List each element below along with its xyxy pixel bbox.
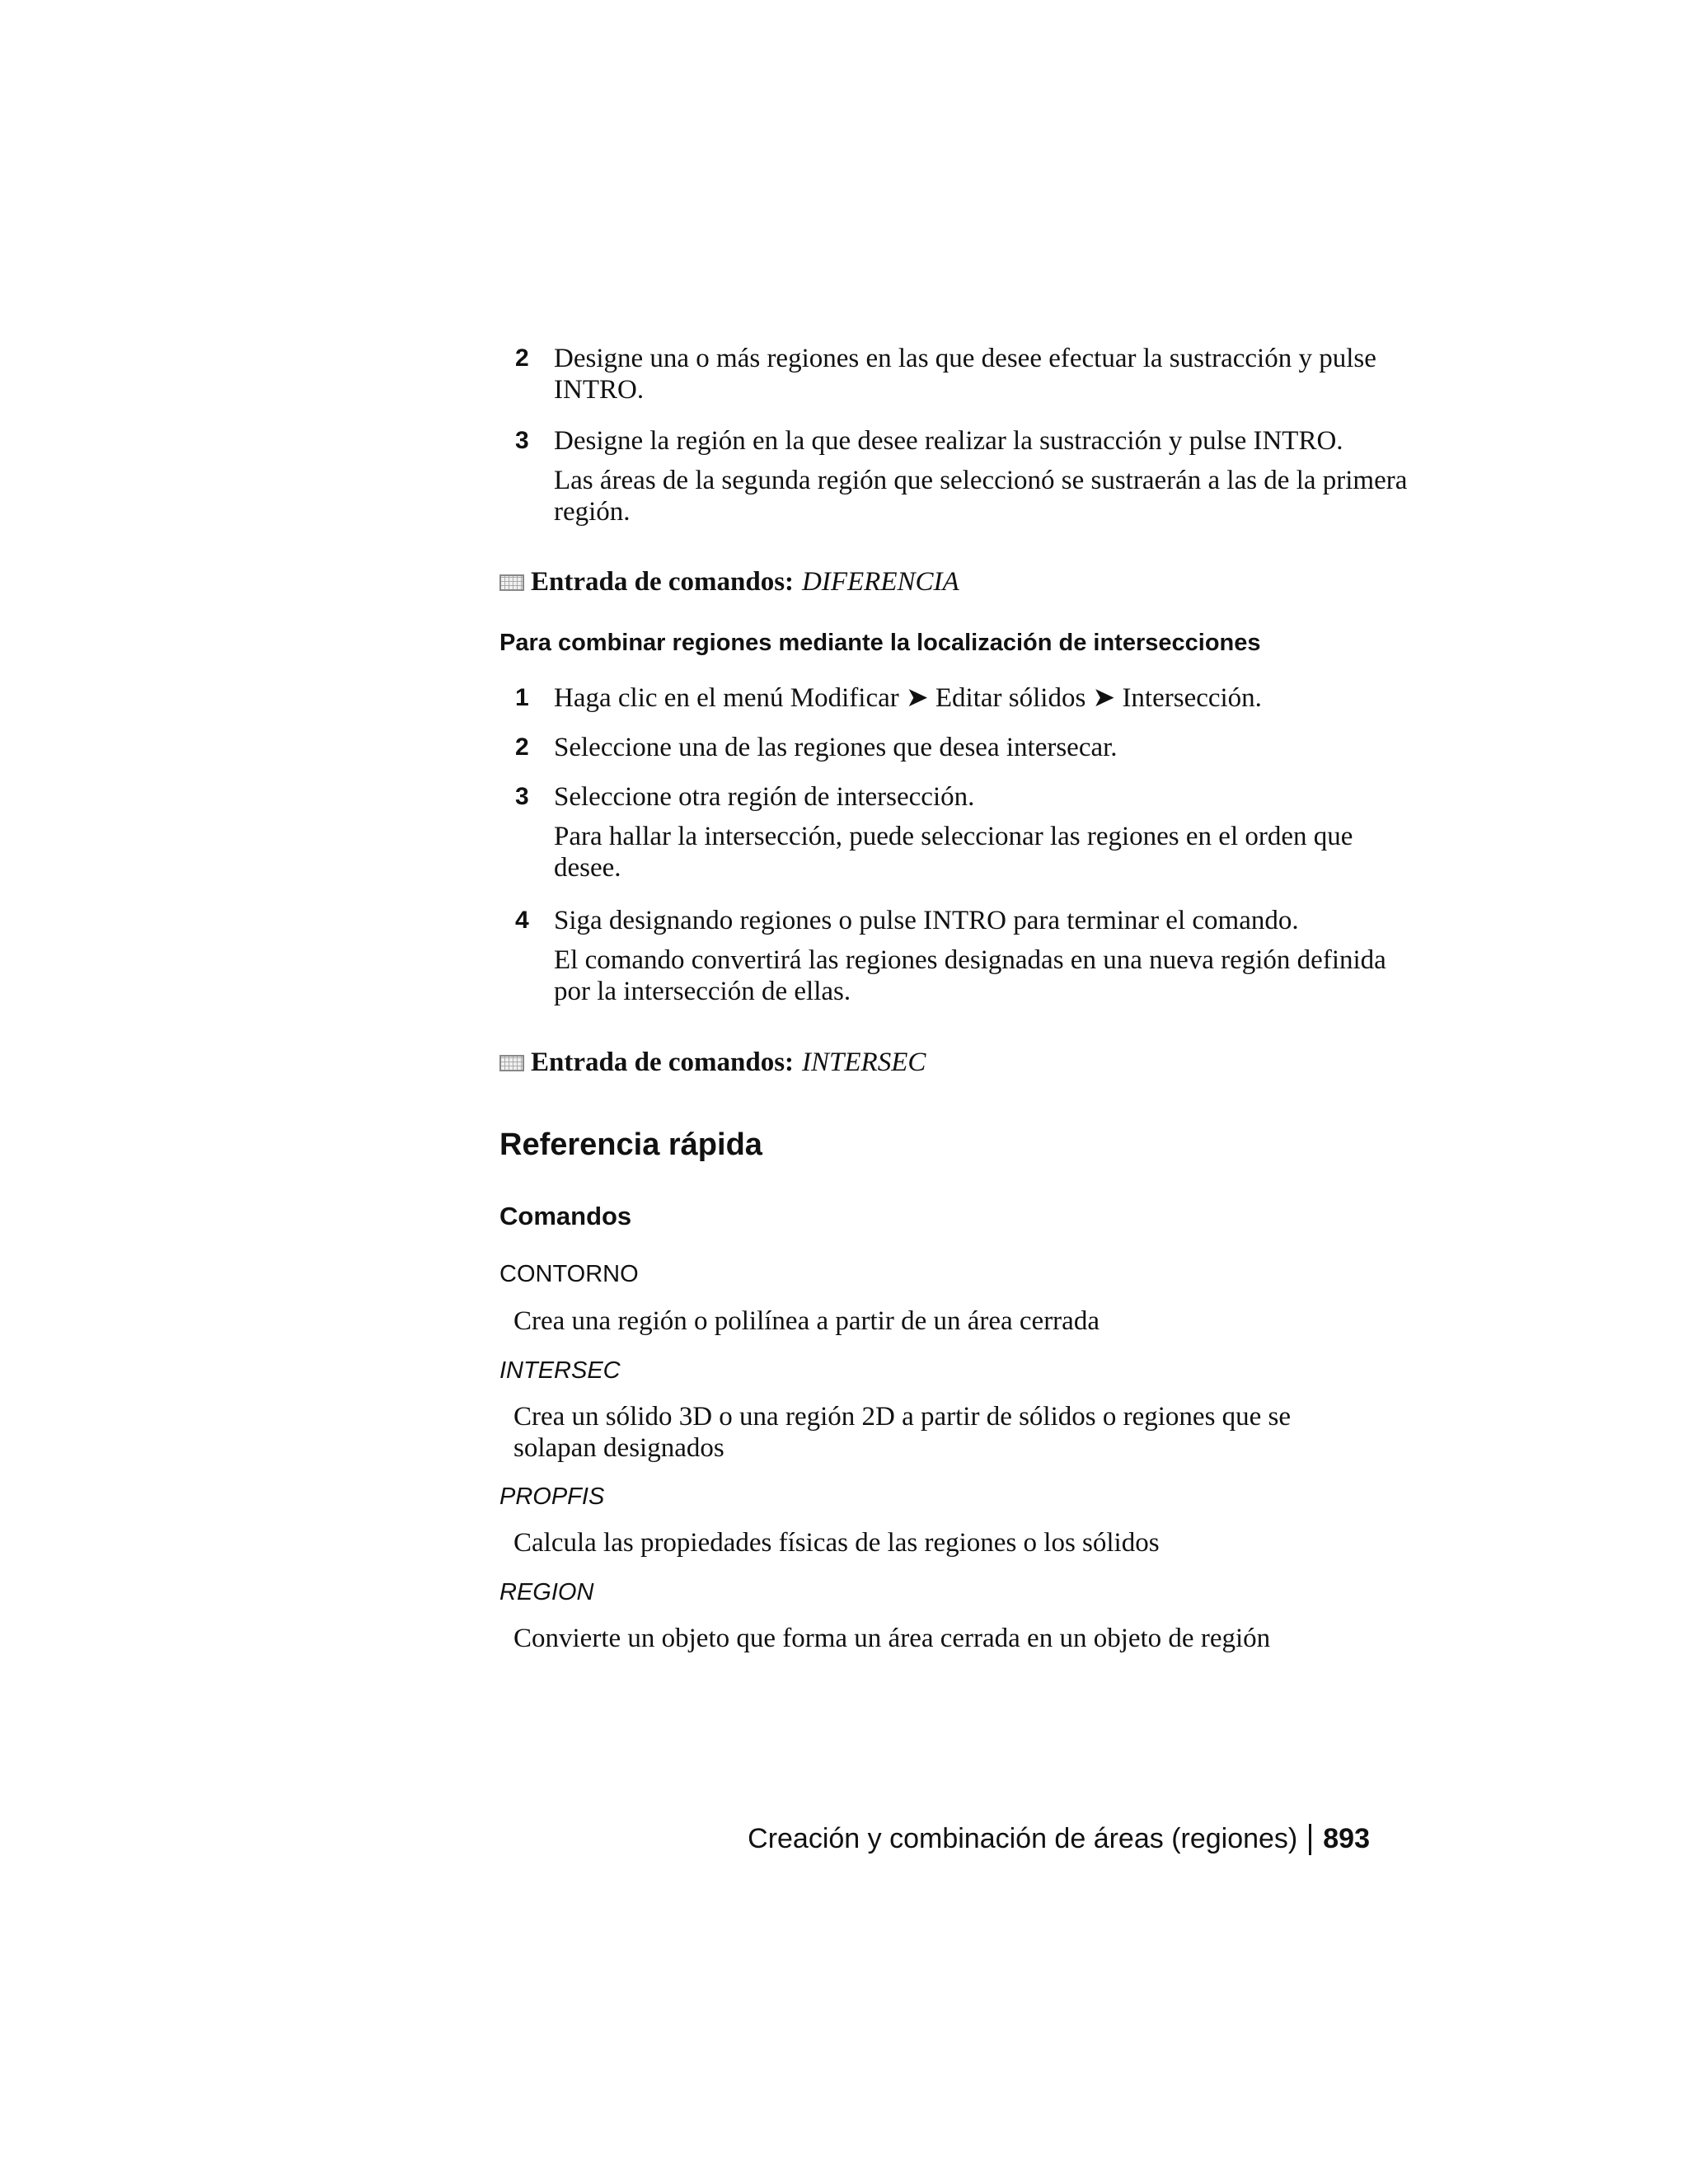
command-entry xyxy=(499,1047,926,1078)
step-number: 2 xyxy=(515,344,529,372)
command-description: Calcula las propiedades físicas de las regiones o los sólidos xyxy=(513,1528,1160,1558)
command-name: INTERSEC xyxy=(499,1357,621,1384)
command-description: Crea un sólido 3D o una región 2D a partir de sólidos o regiones que se solapan designados xyxy=(513,1402,1292,1463)
page-number: 893 xyxy=(1323,1823,1370,1854)
step-text: Siga designando regiones o pulse INTRO para terminar el comando. xyxy=(554,906,1299,935)
command-name: REGION xyxy=(499,1579,594,1605)
step-text: Designe la región en la que desee realizar la sustracción y pulse INTRO. xyxy=(554,426,1343,456)
step-note: Las áreas de la segunda región que seleccionó se sustraerán a las de la primera región. xyxy=(554,466,1408,527)
subsection-heading: Comandos xyxy=(499,1202,632,1230)
step-number: 3 xyxy=(515,783,529,810)
keyboard-icon xyxy=(499,574,524,591)
step-number: 1 xyxy=(515,684,529,711)
keyboard-icon xyxy=(499,1055,524,1071)
step-note: Para hallar la intersección, puede seleccionar las regiones en el orden que desee. xyxy=(554,822,1353,883)
command-entry xyxy=(499,567,959,598)
command-name: PROPFIS xyxy=(499,1483,605,1510)
section-heading: Referencia rápida xyxy=(499,1127,762,1162)
command-name: CONTORNO xyxy=(499,1261,639,1287)
step-text: Seleccione otra región de intersección. xyxy=(554,782,975,812)
command-entry-label: Entrada de comandos: xyxy=(531,1047,795,1077)
command-entry-value: DIFERENCIA xyxy=(802,567,959,597)
step-number: 2 xyxy=(515,733,529,761)
step-number: 3 xyxy=(515,427,529,454)
footer-separator xyxy=(1309,1824,1311,1855)
step-note: El comando convertirá las regiones designadas en una nueva región definida por la intersección de ellas. xyxy=(554,945,1386,1006)
step-text: Haga clic en el menú Modificar ➤ Editar sólidos ➤ Intersección. xyxy=(554,683,1262,713)
command-entry-label: Entrada de comandos: xyxy=(531,567,795,597)
command-description: Crea una región o polilínea a partir de un área cerrada xyxy=(513,1306,1100,1336)
step-text: Seleccione una de las regiones que desea intersecar. xyxy=(554,733,1118,762)
command-entry-value: INTERSEC xyxy=(802,1047,926,1077)
page-footer xyxy=(748,1823,1370,1855)
procedure-title: Para combinar regiones mediante la localización de intersecciones xyxy=(499,630,1261,656)
step-number: 4 xyxy=(515,907,529,934)
step-text: Designe una o más regiones en las que desee efectuar la sustracción y pulse INTRO. xyxy=(554,344,1376,405)
command-description: Convierte un objeto que forma un área cerrada en un objeto de región xyxy=(513,1624,1271,1653)
footer-chapter-title: Creación y combinación de áreas (regiones) xyxy=(748,1823,1298,1854)
